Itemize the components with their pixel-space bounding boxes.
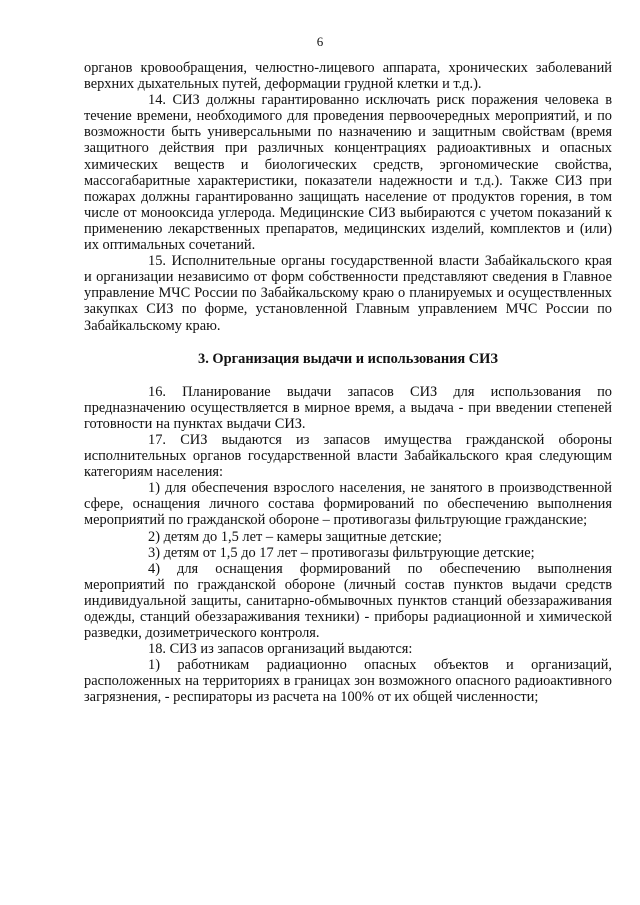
paragraph-15: 15. Исполнительные органы государственной власти Забайкальского края и организации независимо от форм собственности представляют сведения в Главное управление МЧС России по Забайкальскому краю о планируемых и осуществленных закупках СИЗ по форме, установленной Главным управлением МЧС России по Забайкальскому краю. xyxy=(84,253,612,334)
list-item-17-1: 1) для обеспечения взрослого населения, не занятого в производственной сфере, оснащения личного состава формирований по обеспечению выполнения мероприятий по гражданской обороне – противогазы фильтрующие гражданские; xyxy=(84,480,612,529)
list-item-17-2: 2) детям до 1,5 лет – камеры защитные детские; xyxy=(148,528,442,545)
list-item-17-3: 3) детям от 1,5 до 17 лет – противогазы фильтрующие детские; xyxy=(148,544,535,561)
paragraph-continued: органов кровообращения, челюстно-лицевого аппарата, хронических заболеваний верхних дыхательных путей, деформации грудной клетки и т.д.). xyxy=(84,60,612,93)
body-text xyxy=(84,60,612,706)
paragraph-14: 14. СИЗ должны гарантированно исключать риск поражения человека в течение времени, необходимого для проведения первоочередных мероприятий, и по возможности быть универсальными по назначению и защитным свойствам (время защитного действия при различных концентрациях радиоактивных и опасных химических веществ и биологических средств, эргономические свойства, массогабаритные характеристики, показатели надежности и т.д.). Также СИЗ при пожарах должны гарантированно защищать население от продуктов горения, в том числе от монооксида углерода. Медицинские СИЗ выбираются с учетом показаний к применению лекарственных препаратов, медицинских изделий, комплектов и (или) их оптимальных сочетаний. xyxy=(84,92,612,254)
paragraph-18: 18. СИЗ из запасов организаций выдаются: xyxy=(148,641,413,658)
list-item-17-4: 4) для оснащения формирований по обеспечению выполнения мероприятий по гражданской обороне (личный состав пунктов выдачи средств индивидуальной защиты, санитарно-обмывочных пунктов станций обеззараживания одежды, станций обеззараживания техники) - приборы радиационной и химической разведки, дозиметрического контроля. xyxy=(84,560,612,642)
page-number: 6 xyxy=(316,34,324,49)
paragraph-16: 16. Планирование выдачи запасов СИЗ для использования по предназначению осуществляется в мирное время, а выдача - при введении степеней готовности на пунктах выдачи СИЗ. xyxy=(84,383,612,432)
list-item-18-1: 1) работникам радиационно опасных объектов и организаций, расположенных на территориях в границах зон возможного опасного радиоактивного загрязнения, - респираторы из расчета на 100% от их общей численности; xyxy=(84,657,612,706)
section-heading: 3. Организация выдачи и использования СИЗ xyxy=(198,350,498,367)
paragraph-17: 17. СИЗ выдаются из запасов имущества гражданской обороны исполнительных органов государственной власти Забайкальского края следующим категориям населения: xyxy=(84,431,612,481)
